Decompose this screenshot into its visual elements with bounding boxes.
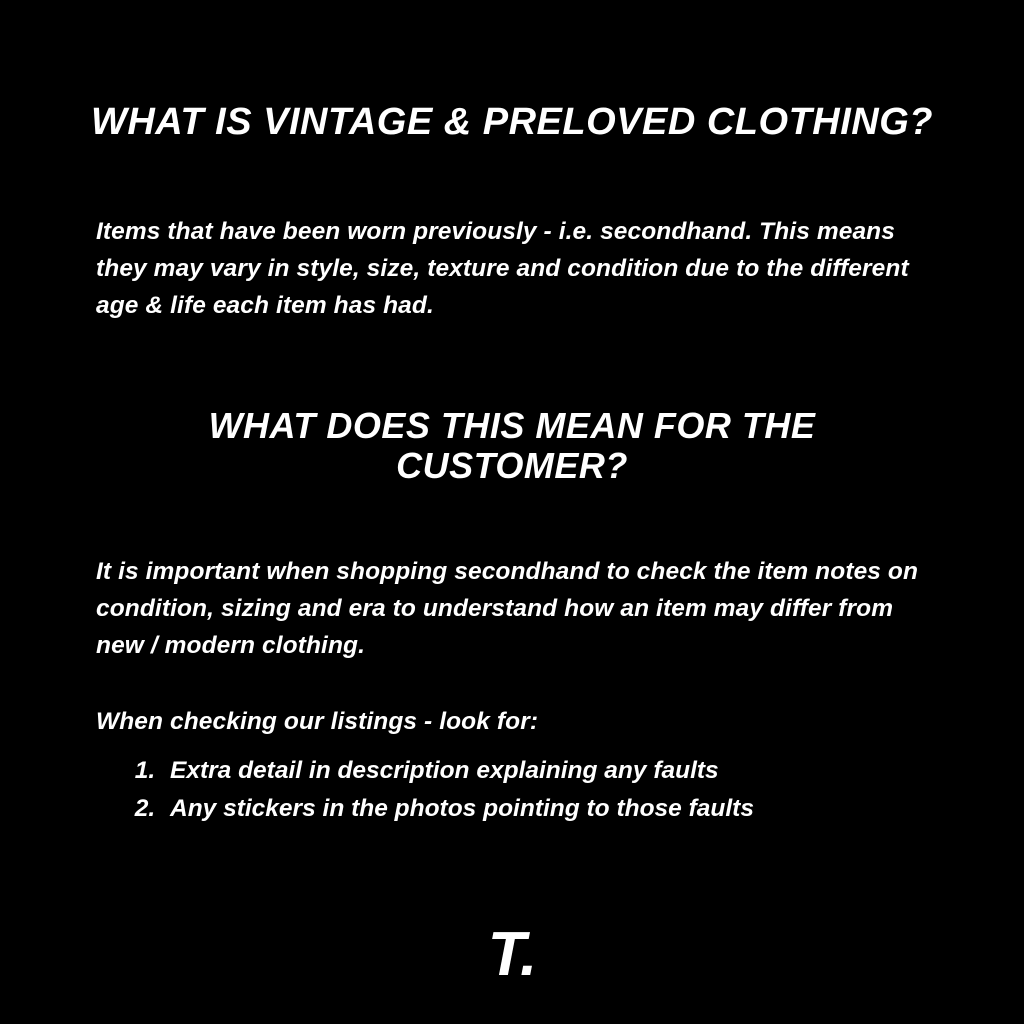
page-title: WHAT IS VINTAGE & PRELOVED CLOTHING?: [90, 101, 934, 144]
list-item: 2. Any stickers in the photos pointing to those faults: [162, 790, 1002, 828]
checklist: [118, 752, 1002, 828]
definition-paragraph: Items that have been worn previously - i.e. secondhand. This means they may vary in style, size, texture and condition due to the different age & life each item has had.: [96, 217, 909, 319]
checklist-intro-text: When checking our listings - look for:: [96, 707, 539, 735]
customer-guidance-paragraph: It is important when shopping secondhand to check the item notes on condition, sizing and era to understand how an item may differ from new / modern clothing.: [96, 557, 919, 659]
brand-logo: T.: [487, 920, 537, 989]
list-item: 1. Extra detail in description explaining any faults: [162, 752, 1002, 790]
section-heading-customer: WHAT DOES THIS MEAN FOR THE CUSTOMER?: [208, 404, 816, 487]
